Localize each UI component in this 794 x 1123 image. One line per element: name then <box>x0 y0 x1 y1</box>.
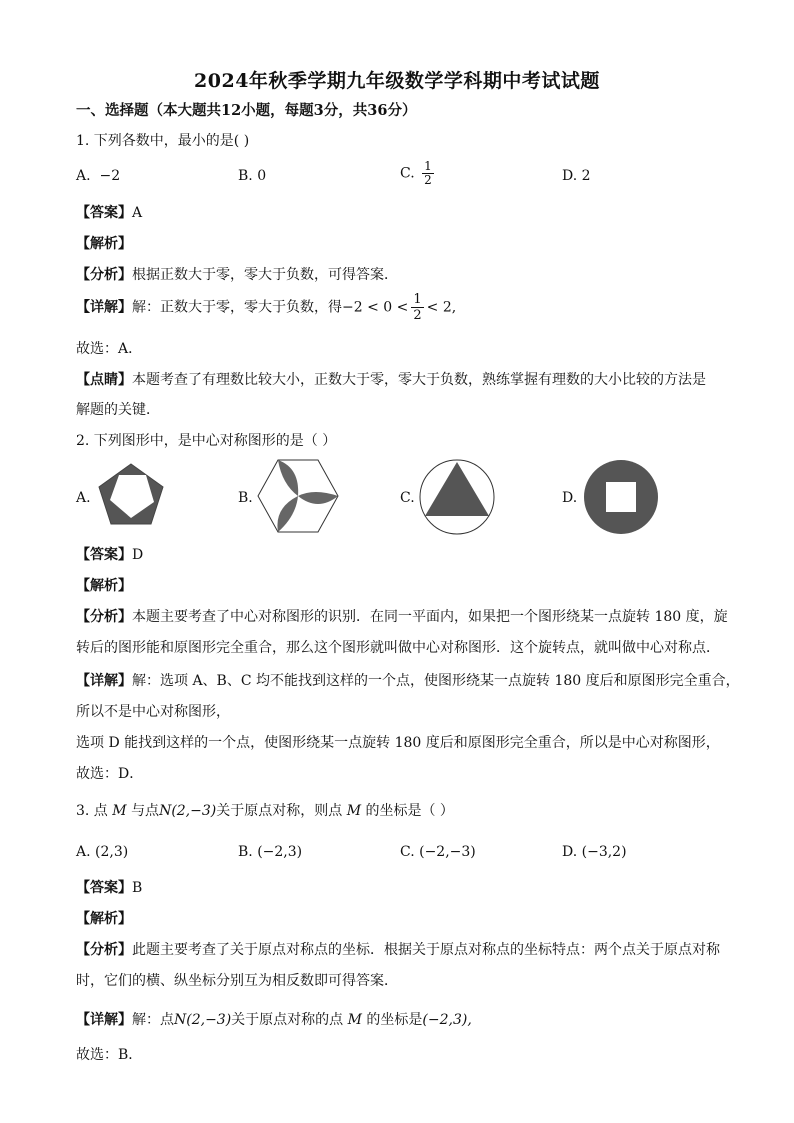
q1-detail: 【详解】解：正数大于零，零大于负数，得−2 < 0 < $\frac{1}{2}$ < 2, <box>76 292 457 323</box>
hexagon-petals-figure <box>256 458 340 534</box>
q2-analysis-line1: 【分析】本题主要考查了中心对称图形的识别．在同一平面内，如果把一个图形绕某一点旋转 180 度，旋 <box>76 609 728 625</box>
q2-detail-line2: 所以不是中心对称图形， <box>76 704 230 720</box>
q1-comment-line2: 解题的关键． <box>76 402 160 418</box>
q1-analysis: 【分析】根据正数大于零，零大于负数，可得答案． <box>76 267 398 283</box>
q3-option-a: A. (2,3) <box>76 844 129 860</box>
q1-option-a: A. −2 <box>76 168 121 184</box>
pentagon-star-figure <box>96 460 166 530</box>
q3-option-b: B. (−2,3) <box>238 844 303 860</box>
q1-stem: 1. 下列各数中，最小的是( ) <box>76 133 250 149</box>
q2-detail-line1: 【详解】解：选项 A、B、C 均不能找到这样的一个点，使图形绕某一点旋转 180 度后和原图形完全重合， <box>76 673 740 689</box>
q1-option-d: D. 2 <box>562 168 591 184</box>
q3-analysis-line1: 【分析】此题主要考查了关于原点对称点的坐标．根据关于原点对称点的坐标特点：两个点关于原点对称 <box>76 942 720 958</box>
q1-option-b: B. 0 <box>238 168 267 184</box>
q3-option-c: C. (−2,−3) <box>400 844 476 860</box>
section-heading: 一、选择题（本大题共12小题，每题3分，共36分） <box>76 102 417 119</box>
q3-option-d: D. (−3,2) <box>562 844 627 860</box>
q2-stem: 2. 下列图形中，是中心对称图形的是（ ） <box>76 433 337 449</box>
q2-answer: 【答案】D <box>76 547 144 563</box>
q1-comment-line1: 【点睛】本题考查了有理数比较大小，正数大于零，零大于负数，熟练掌握有理数的大小比较的方法是 <box>76 372 706 388</box>
q2-jiexi-label: 【解析】 <box>76 578 132 594</box>
q3-stem: 3. 点 M 与点N(2,−3)关于原点对称，则点 M 的坐标是（ ） <box>76 803 454 819</box>
q3-answer: 【答案】B <box>76 880 143 896</box>
q3-detail: 【详解】解：点N(2,−3)关于原点对称的点 M 的坐标是(−2,3), <box>76 1012 472 1028</box>
circle-triangle-figure <box>418 458 496 536</box>
page-title: 2024年秋季学期九年级数学学科期中考试试题 <box>194 70 600 92</box>
q2-option-c-label: C. <box>400 490 415 506</box>
q2-detail-line3: 选项 D 能找到这样的一个点，使图形绕某一点旋转 180 度后和原图形完全重合，所以是中心对称图形， <box>76 735 720 751</box>
circle-square-figure <box>582 458 660 536</box>
q2-option-d-label: D. <box>562 490 578 506</box>
q3-choose: 故选：B． <box>76 1047 143 1063</box>
q1-answer: 【答案】A <box>76 205 143 221</box>
q3-analysis-line2: 时，它们的横、纵坐标分别互为相反数即可得答案． <box>76 973 398 989</box>
q1-option-c: C. $\frac{1}{2}$ <box>400 159 432 187</box>
q3-jiexi-label: 【解析】 <box>76 911 132 927</box>
q2-analysis-line2: 转后的图形能和原图形完全重合，那么这个图形就叫做中心对称图形．这个旋转点，就叫做中心对称点． <box>76 640 720 656</box>
q1-choose: 故选：A． <box>76 341 143 357</box>
q2-option-b-label: B. <box>238 490 253 506</box>
q2-option-a-label: A. <box>76 490 91 506</box>
q2-choose: 故选：D． <box>76 766 144 782</box>
q1-jiexi-label: 【解析】 <box>76 236 132 252</box>
